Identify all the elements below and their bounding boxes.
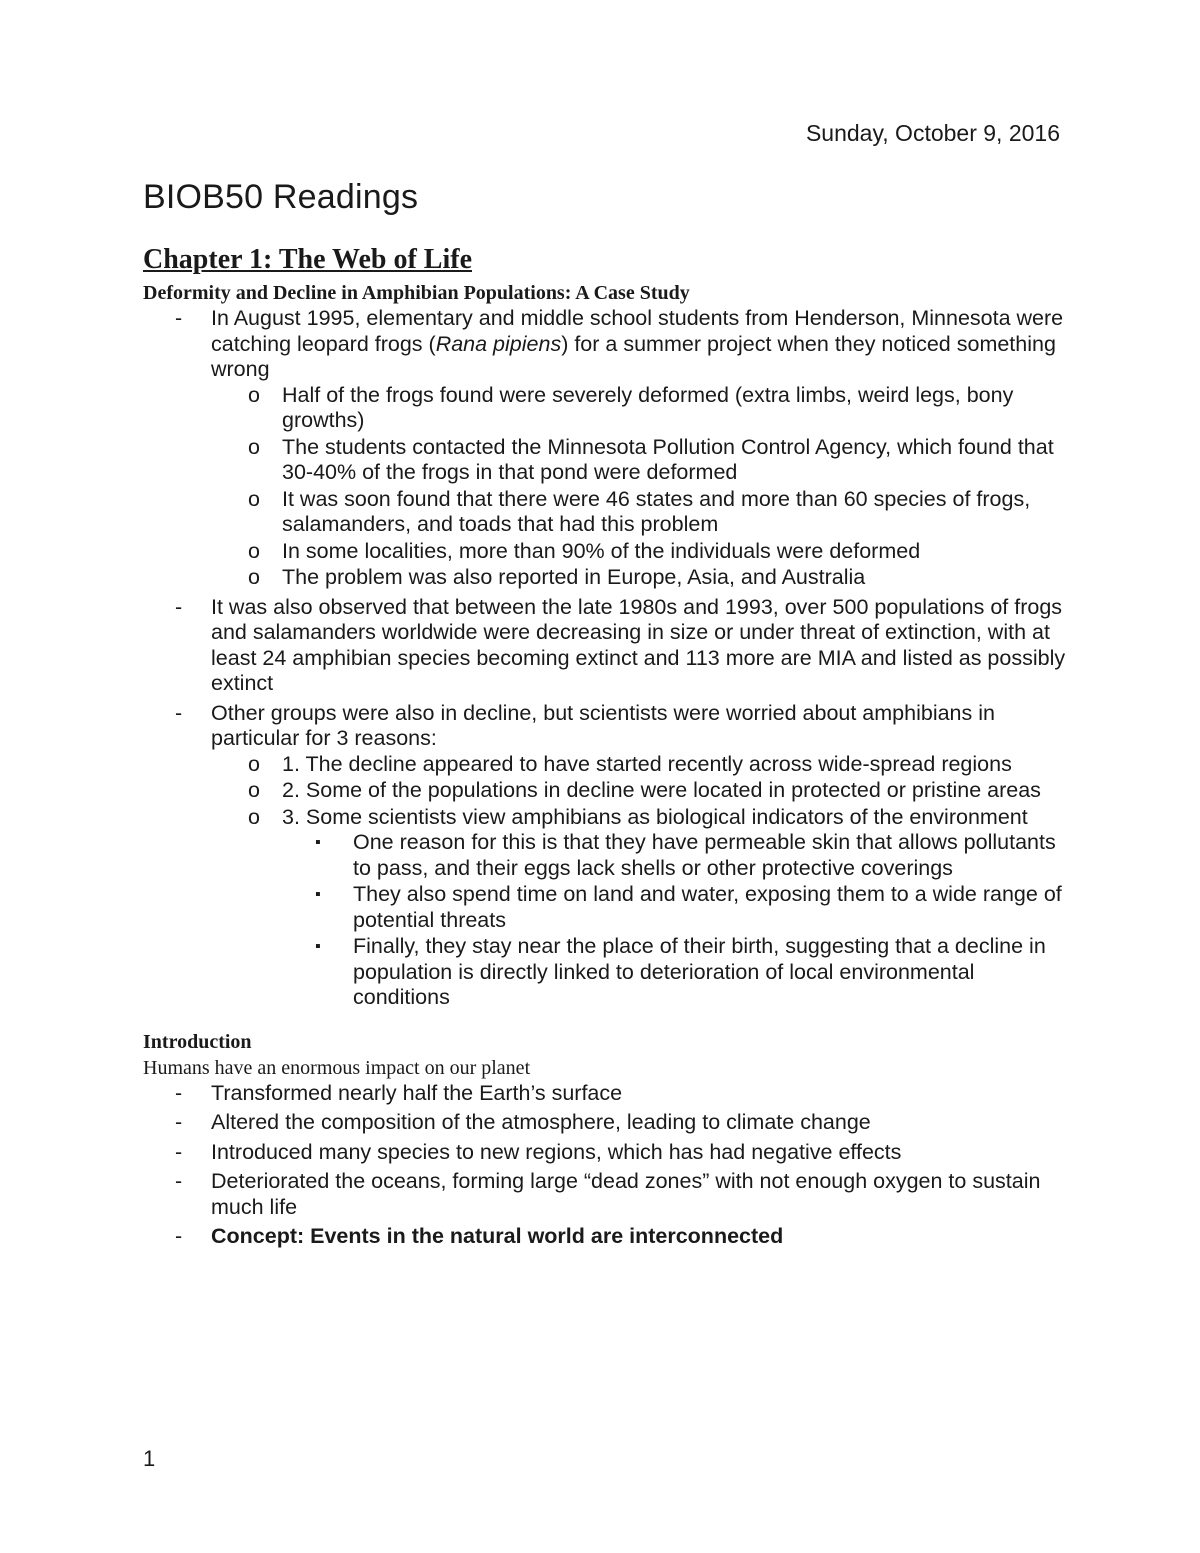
circle-marker: o [248, 804, 260, 829]
page-number: 1 [143, 1446, 156, 1471]
list-item-text: Other groups were also in decline, but scientists were worried about amphibians in particular for 3 reasons: [211, 700, 995, 750]
text-segment: ) for a summer project when they noticed something wrong [211, 331, 1056, 381]
concept-statement: Concept: Events in the natural world are interconnected [211, 1224, 784, 1248]
list-item [211, 565, 1068, 591]
dash-marker: - [175, 1080, 183, 1105]
list-item-text: 2. Some of the populations in decline were located in protected or pristine areas [282, 778, 1041, 802]
list-item-text: Finally, they stay near the place of their birth, suggesting that a decline in population is directly linked to deterioration of local environmental conditions [353, 934, 1046, 1009]
list-item [143, 701, 1068, 1011]
list-item [143, 306, 1068, 591]
dash-marker: - [175, 1169, 183, 1193]
list-item [143, 595, 1068, 697]
case-study-list [143, 306, 1068, 1011]
list-item [211, 805, 1068, 1011]
document-title: BIOB50 Readings [143, 178, 419, 216]
list-item-text: In some localities, more than 90% of the individuals were deformed [282, 538, 921, 563]
dash-marker: - [175, 1110, 183, 1134]
introduction-heading: Introduction [143, 1030, 252, 1053]
list-item-text: One reason for this is that they have permeable skin that allows pollutants to pass, and their eggs lack shells or other protective coverings [353, 830, 1056, 880]
sub-sublist [282, 830, 1068, 1011]
list-item [143, 1081, 1068, 1107]
list-item [143, 1169, 1068, 1220]
list-item-text: 3. Some scientists view amphibians as biological indicators of the environment [282, 804, 1028, 829]
list-item-text: Transformed nearly half the Earth’s surface [211, 1080, 623, 1105]
circle-marker: o [248, 382, 260, 407]
sublist [211, 752, 1068, 1011]
circle-marker: o [248, 565, 260, 589]
list-item-text: The problem was also reported in Europe, Asia, and Australia [282, 565, 866, 589]
list-item [211, 383, 1068, 434]
list-item [211, 435, 1068, 486]
circle-marker: o [248, 434, 260, 459]
list-item-text: 1. The decline appeared to have started recently across wide-spread regions [282, 751, 1012, 776]
list-item-text: Altered the composition of the atmosphere, leading to climate change [211, 1110, 871, 1134]
circle-marker: o [248, 778, 260, 802]
sublist [211, 383, 1068, 591]
dash-marker: - [175, 306, 183, 330]
list-item [282, 882, 1068, 933]
list-item [211, 752, 1068, 778]
text-segment: In August 1995, elementary and middle school students from Henderson, Minnesota were catching leopard frogs ( [211, 306, 1064, 356]
list-item-text: The students contacted the Minnesota Pollution Control Agency, which found that 30-40% of the frogs in that pond were deformed [282, 434, 1054, 484]
species-name: Rana pipiens [435, 331, 562, 356]
chapter-title: Chapter 1: The Web of Life [143, 244, 473, 275]
list-item-text: Half of the frogs found were severely deformed (extra limbs, weird legs, bony growths) [282, 382, 1014, 432]
list-item [143, 1110, 1068, 1136]
introduction-list [143, 1081, 1068, 1250]
square-marker: ▪ [315, 886, 321, 903]
circle-marker: o [248, 751, 260, 776]
square-marker: ▪ [315, 834, 321, 851]
list-item-text [211, 306, 1068, 383]
dash-marker: - [175, 700, 183, 725]
document-body [143, 240, 1068, 1254]
list-item-text: It was soon found that there were 46 states and more than 60 species of frogs, salamanders, and toads that had this problem [282, 486, 1031, 536]
square-marker: ▪ [315, 938, 321, 955]
list-item [211, 778, 1068, 804]
list-item-text: Deteriorated the oceans, forming large “dead zones” with not enough oxygen to sustain much life [211, 1169, 1041, 1219]
list-item-text: They also spend time on land and water, exposing them to a wide range of potential threats [353, 882, 1062, 932]
document-date: Sunday, October 9, 2016 [805, 120, 1060, 146]
introduction-lead: Humans have an enormous impact on our planet [143, 1056, 531, 1079]
dash-marker: - [175, 594, 183, 619]
list-item [143, 1224, 1068, 1250]
introduction-section [143, 1029, 1068, 1250]
circle-marker: o [248, 538, 260, 563]
list-item [282, 830, 1068, 881]
circle-marker: o [248, 486, 260, 511]
dash-marker: - [175, 1224, 183, 1248]
list-item [282, 934, 1068, 1011]
list-item-text: It was also observed that between the late 1980s and 1993, over 500 populations of frogs and salamanders worldwide were decreasing in size or under threat of extinction, with at least 24 amphibian species becoming extinct and 113 more are MIA and listed as possibly extinct [211, 594, 1066, 695]
list-item [211, 539, 1068, 565]
dash-marker: - [175, 1139, 183, 1164]
list-item [211, 487, 1068, 538]
list-item [143, 1140, 1068, 1166]
list-item-text: Introduced many species to new regions, which has had negative effects [211, 1139, 902, 1164]
case-study-heading: Deformity and Decline in Amphibian Populations: A Case Study [143, 282, 690, 304]
